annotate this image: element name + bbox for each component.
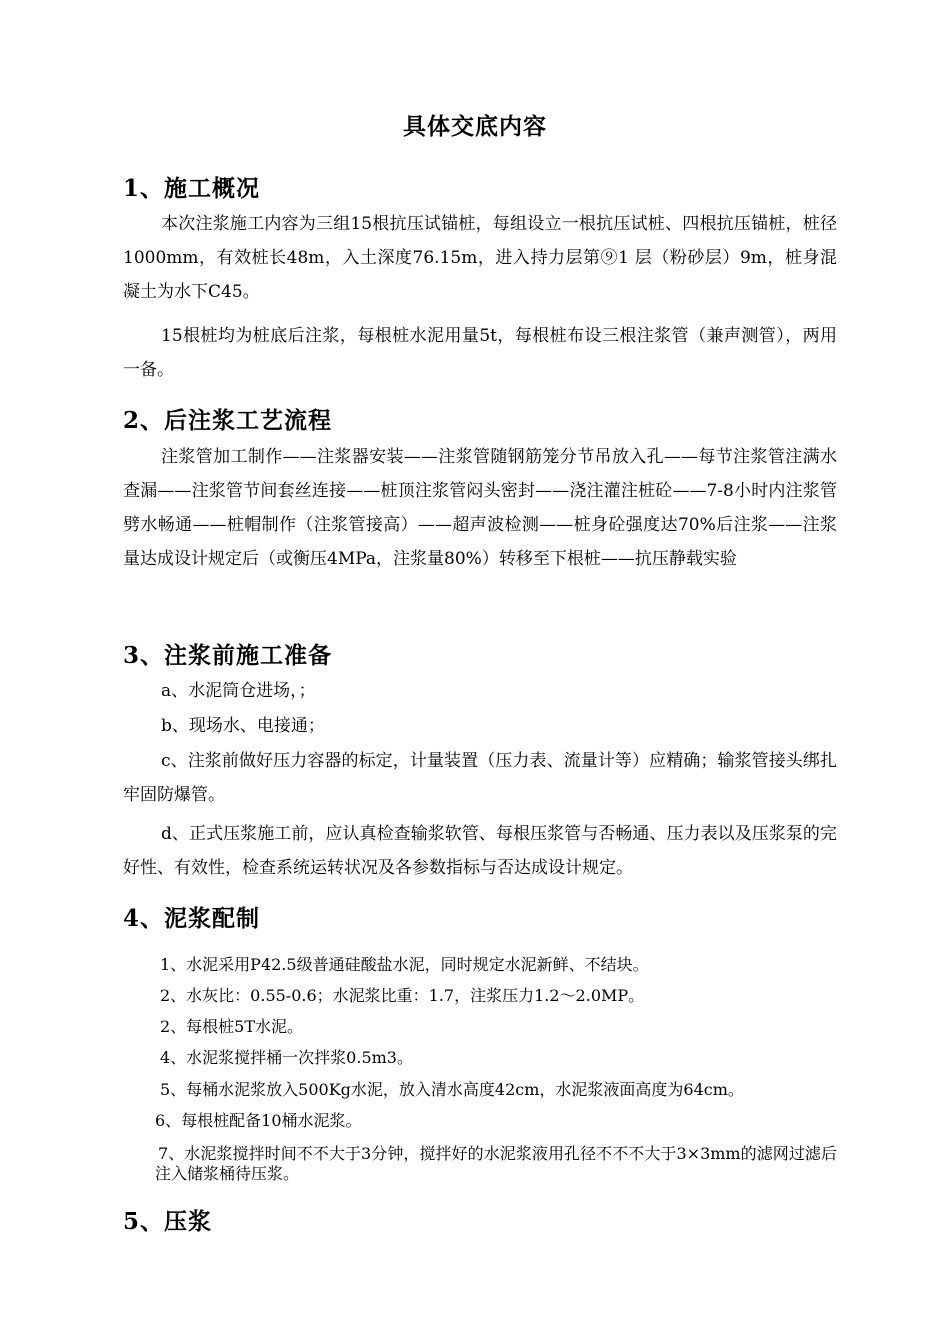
section-4-item-1: 1、水泥采用P42.5级普通硅酸盐水泥，同时规定水泥新鲜、不结块。 — [160, 955, 649, 974]
section-5-heading: 5、压浆 — [123, 1208, 213, 1235]
section-2-paragraph-1: 注浆管加工制作——注浆器安装——注浆管随钢筋笼分节吊放入孔——每节注浆管注满水查漏——注浆管节间套丝连接——桩顶注浆管闷头密封——浇注灌注桩砼——7-8小时内注浆管劈水畅通——桩帽制作（注浆管接高）——超声波检测——桩身砼强度达70%后注浆——注浆量达成设计规定后（或衡压4MPa，注浆量80%）转移至下根桩——抗压静载实验 — [123, 447, 837, 569]
section-3-item-c: c、注浆前做好压力容器的标定，计量装置（压力表、流量计等）应精确；输浆管接头绑扎牢固防爆管。 — [123, 751, 837, 805]
section-4-item-3: 2、每根桩5T水泥。 — [160, 1017, 304, 1036]
section-3-item-b: b、现场水、电接通； — [161, 716, 325, 736]
section-3-heading: 3、注浆前施工准备 — [123, 642, 333, 669]
document-title: 具体交底内容 — [403, 113, 547, 140]
section-3-item-a: a、水泥筒仓进场，； — [161, 681, 316, 701]
section-4-item-4: 4、水泥浆搅拌桶一次拌浆0.5m3。 — [160, 1048, 413, 1067]
section-4-heading: 4、泥浆配制 — [123, 905, 261, 932]
section-4-item-7: 7、水泥浆搅拌时间不不大于3分钟，搅拌好的水泥浆液用孔径不不不大于3×3mm的滤网过滤后注入储浆桶待压浆。 — [155, 1144, 837, 1183]
section-2-heading: 2、后注浆工艺流程 — [123, 407, 333, 434]
section-4-item-6: 6、每根桩配备10桶水泥浆。 — [155, 1111, 362, 1130]
section-4-item-2: 2、水灰比：0.55-0.6；水泥浆比重：1.7，注浆压力1.2～2.0MP。 — [160, 986, 645, 1005]
section-4-item-5: 5、每桶水泥浆放入500Kg水泥，放入清水高度42cm，水泥浆液面高度为64cm。 — [160, 1080, 744, 1099]
section-3-item-d: d、正式压浆施工前，应认真检查输浆软管、每根压浆管与否畅通、压力表以及压浆泵的完好性、有效性，检查系统运转状况及各参数指标与否达成设计规定。 — [123, 824, 837, 878]
section-1-heading: 1、施工概况 — [123, 175, 261, 202]
section-1-paragraph-1: 本次注浆施工内容为三组15根抗压试锚桩，每组设立一根抗压试桩、四根抗压锚桩，桩径1000mm，有效桩长48m，入土深度76.15m，进入持力层第⑨1 层（粉砂层）9m，桩身混凝土为水下C45。 — [123, 214, 837, 302]
section-1-paragraph-2: 15根桩均为桩底后注浆，每根桩水泥用量5t，每根桩布设三根注浆管（兼声测管），两用一备。 — [123, 326, 837, 380]
